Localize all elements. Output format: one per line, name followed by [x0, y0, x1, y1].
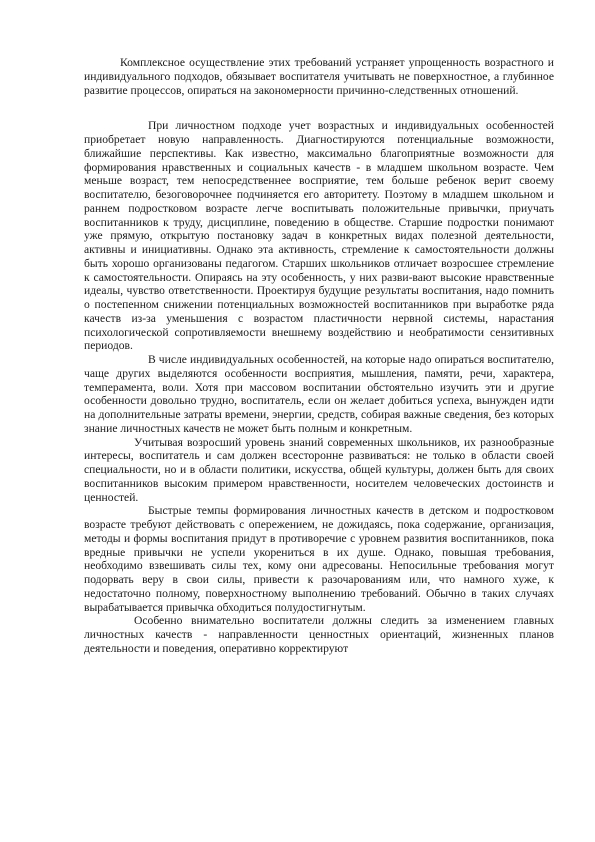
paragraph-5: Быстрые темпы формирования личностных качеств в детском и подростковом возрасте требуют действовать с опережением, не дожидаясь, пока содержание, организация, методы и формы воспитания придут в противоречие с уровнем развития воспитанников, пока вредные привычки не успели укорениться в их душе. Однако, повышая требования, необходимо взвешивать силы тех, кому они адресованы. Непосильные требования могут подорвать веру в свои силы, привести к разочарованиям или, что намного хуже, к недостаточно полному, поверхностному выполнению требований. Обычно в таких случаях вырабатывается привычка обходиться полудостигнутым. — [84, 504, 554, 614]
paragraph-2: При личностном подходе учет возрастных и индивидуальных особенностей приобретает новую направленность. Диагностируются потенциальные возможности, ближайшие перспективы. Как известно, максимально благоприятные возможности для формирования нравственных и социальных качеств - в младшем школьном возрасте. Чем меньше возраст, тем непосредственнее восприятие, тем больше ребенок верит своему воспитателю, безоговорочнее подчиняется его авторитету. Поэтому в младшем школьном и раннем подростковом возрасте легче воспитывать положительные привычки, приучать воспитанников к труду, дисциплине, поведению в обществе. Старшие подростки понимают уже прямую, открытую постановку задач в конкретных видах полезной деятельности, активны и инициативны. Однако эта активность, стремление к самостоятельности должны быть хорошо организованы педагогом. Старших школьников отличает возросшее стремление к самостоятельности. Опираясь на эту особенность, у них разви-вают высокие нравственные идеалы, чувство ответственности. Проектируя будущие результаты воспитания, надо помнить о постепенном снижении потенциальных возможностей воспитанников при выработке ряда качеств из-за уменьшения с возрастом пластичности нервной системы, нарастания психологической сопротивляемости внешнему воздействию и необратимости сензитивных периодов. — [84, 119, 554, 353]
paragraph-4: Учитывая возросший уровень знаний современных школьников, их разнообразные интересы, воспитатель и сам должен всесторонне развиваться: не только в области своей специальности, но и в области политики, искусства, общей культуры, должен быть для своих воспитанников высоким примером нравственности, носителем человеческих достоинств и ценностей. — [84, 435, 554, 504]
paragraph-6: Особенно внимательно воспитатели должны следить за изменением главных личностных качеств - направленности ценностных ориентаций, жизненных планов деятельности и поведения, оперативно корректируют — [84, 614, 554, 655]
paragraph-3: В числе индивидуальных особенностей, на которые надо опираться воспитателю, чаще других выделяются особенности восприятия, мышления, памяти, речи, характера, темперамента, воли. Хотя при массовом воспитании обстоятельно изучить эти и другие особенности довольно трудно, воспитатель, если он желает добиться успеха, вынужден идти на дополнительные затраты времени, энергии, средств, собирая важные сведения, без которых знание личностных качеств не может быть полным и конкретным. — [84, 353, 554, 435]
paragraph-1: Комплексное осуществление этих требований устраняет упрощенность возрастного и индивидуального подходов, обязывает воспитателя учитывать не поверхностное, а глубинное развитие процессов, опираться на закономерности причинно-следственных отношений. — [84, 56, 554, 97]
document-page — [84, 56, 554, 656]
